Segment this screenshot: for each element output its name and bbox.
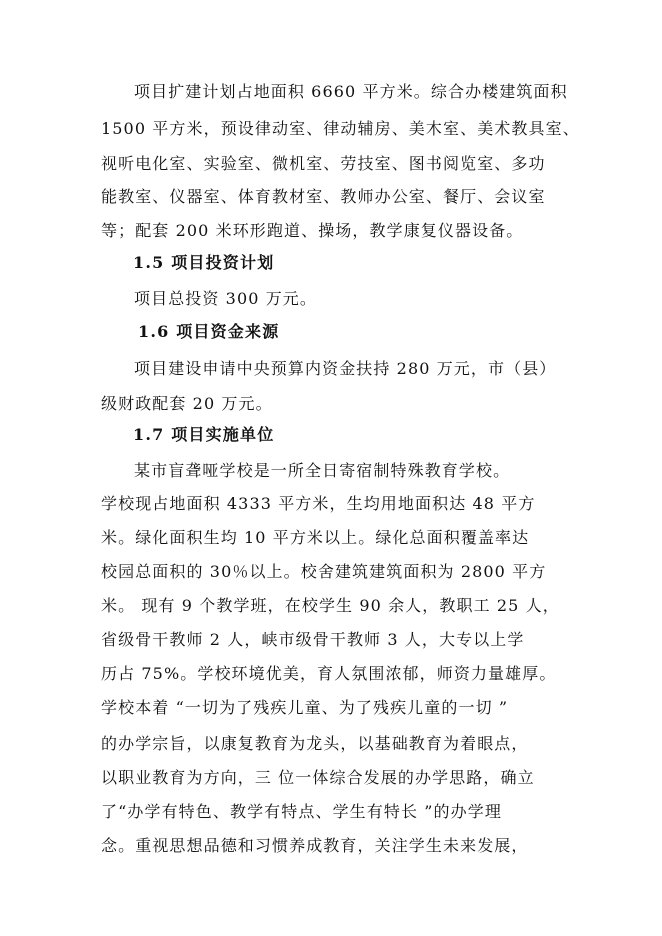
body-line-4: 能教室、仪器室、体育教材室、教师办公室、餐厅、会议室 bbox=[101, 187, 546, 206]
body-line-18: 以职业教育为方向，三 位一体综合发展的办学思路，确立 bbox=[101, 768, 535, 787]
body-line-10: 学校现占地面积 4333 平方米，生均用地面积达 48 平方 bbox=[101, 494, 536, 513]
body-line-2: 1500 平方米，预设律动室、律动辅房、美木室、美术教具室、 bbox=[101, 119, 580, 138]
body-line-11: 米。绿化面积生均 10 平方米以上。绿化总面积覆盖率达 bbox=[101, 528, 530, 547]
section-heading-1-6: 1.6 项目资金来源 bbox=[138, 322, 280, 341]
body-line-13: 米。 现有 9 个教学班，在校学生 90 余人，教职工 25 人， bbox=[101, 596, 560, 615]
body-line-20: 念。重视思想品德和习惯养成教育，关注学生未来发展， bbox=[101, 836, 529, 855]
body-line-3: 视听电化室、实验室、微机室、劳技室、图书阅览室、多功 bbox=[101, 154, 546, 173]
body-line-1: 项目扩建计划占地面积 6660 平方米。综合办楼建筑面积 bbox=[134, 82, 568, 101]
body-line-8: 级财政配套 20 万元。 bbox=[101, 394, 273, 413]
section-heading-1-7: 1.7 项目实施单位 bbox=[133, 425, 275, 444]
section-heading-1-5: 1.5 项目投资计划 bbox=[133, 253, 275, 272]
body-line-5: 等；配套 200 米环形跑道、操场，教学康复仪器设备。 bbox=[101, 221, 524, 240]
body-line-7: 项目建设申请中央预算内资金扶持 280 万元，市（县） bbox=[134, 359, 557, 378]
body-line-17: 的办学宗旨，以康复教育为龙头，以基础教育为着眼点， bbox=[101, 734, 529, 753]
body-line-14: 省级骨干教师 2 人，峡市级骨干教师 3 人，大专以上学 bbox=[101, 630, 525, 649]
body-line-9: 某市盲聋哑学校是一所全日寄宿制特殊教育学校。 bbox=[134, 461, 511, 480]
body-line-6: 项目总投资 300 万元。 bbox=[134, 289, 318, 308]
body-line-12: 校园总面积的 30％以上。校舍建筑建筑面积为 2800 平方 bbox=[101, 562, 547, 581]
body-line-19: 了“办学有特色、教学有特点、学生有特长 ”的办学理 bbox=[101, 802, 502, 821]
body-line-15: 历占 75%。学校环境优美，育人氛围浓郁，师资力量雄厚。 bbox=[101, 664, 557, 683]
body-line-16: 学校本着 “一切为了残疾儿童、为了残疾儿童的一切 ” bbox=[101, 698, 509, 717]
